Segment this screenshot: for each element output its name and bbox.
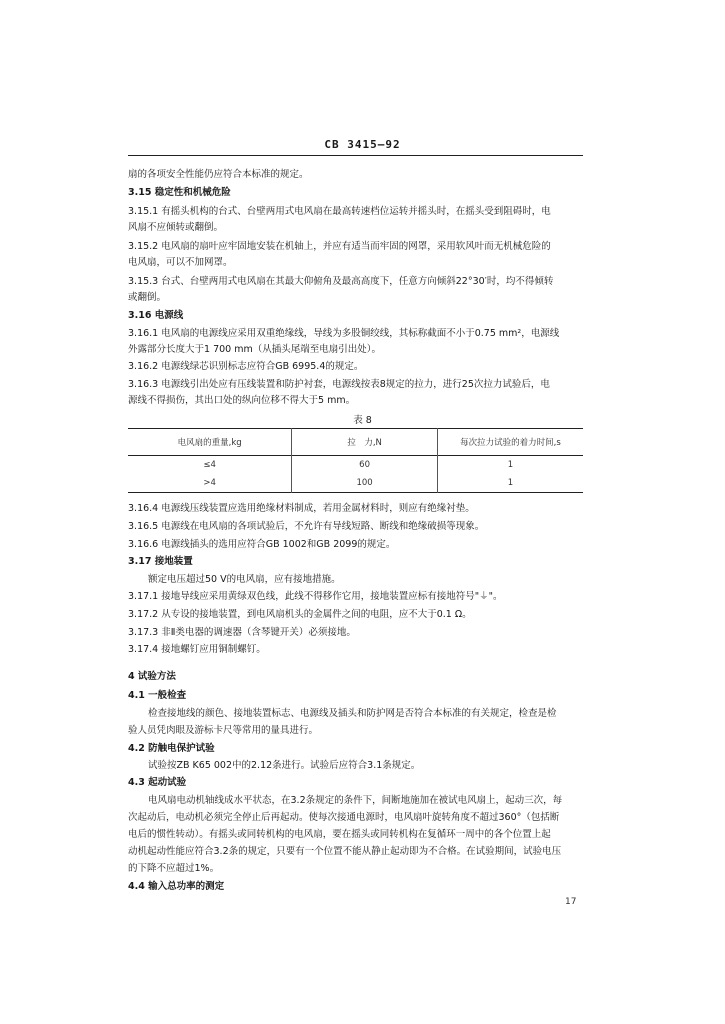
- body-line: 电风扇，可以不加网罩。: [128, 257, 233, 268]
- table-cell: 1: [437, 474, 583, 493]
- table-row: [128, 474, 583, 493]
- table-cell: 100: [292, 474, 438, 493]
- body-line: 风扇不应倾转或翻倒。: [128, 222, 224, 233]
- body-line: 的下降不应超过1%。: [128, 863, 220, 874]
- section-heading-4-2: 4.2 防触电保护试验: [128, 743, 215, 754]
- clause-3-16-3: 3.16.3 电源线引出处应有压线装置和防护衬套，电源线按表8规定的拉力，进行25次拉力试验后，电: [128, 379, 550, 390]
- clause-3-16-4: 3.16.4 电源线压线装置应选用绝缘材料制成，若用金属材料时，则应有绝缘衬垫。: [128, 503, 475, 514]
- clause-3-16-5: 3.16.5 电源线在电风扇的各项试验后，不允许有导线短路、断线和绝缘破损等现象。: [128, 521, 485, 532]
- section-heading-3-17: 3.17 接地装置: [128, 556, 193, 567]
- header-rule: [128, 155, 583, 156]
- clause-3-16-1: 3.16.1 电风扇的电源线应采用双重绝缘线，导线为多股铜绞线，其标称截面不小于0.75 mm²，电源线: [128, 328, 560, 339]
- chapter-heading-4: 4 试验方法: [128, 671, 176, 682]
- body-line: 或翻倒。: [128, 292, 167, 303]
- body-line: 扇的各项安全性能仍应符合本标准的规定。: [128, 169, 309, 180]
- section-heading-4-3: 4.3 起动试验: [128, 777, 187, 788]
- clause-3-16-2: 3.16.2 电源线绿芯识别标志应符合GB 6995.4的规定。: [128, 361, 364, 372]
- table-header-cell: 电风扇的重量,kg: [177, 438, 242, 448]
- table-header-cell: 拉 力,N: [292, 429, 438, 456]
- body-line: 试验按ZB K65 002中的2.12条进行。试验后应符合3.1条规定。: [148, 760, 421, 771]
- body-line: 外露部分长度大于1 700 mm（从插头尾端至电扇引出处）。: [128, 344, 381, 355]
- section-heading-4-1: 4.1 一般检查: [128, 690, 187, 701]
- clause-3-17-3: 3.17.3 非Ⅱ类电器的调速器（含琴键开关）必须接地。: [128, 627, 356, 638]
- body-line: 验人员凭肉眼及游标卡尺等常用的量具进行。: [128, 725, 319, 736]
- table-cell: ≤4: [203, 460, 216, 470]
- section-heading-3-16: 3.16 电源线: [128, 310, 184, 321]
- table-cell: 1: [437, 456, 583, 475]
- clause-3-15-1: 3.15.1 有摇头机构的台式、台壁两用式电风扇在最高转速档位运转并摇头时，在摇头受到阻碍时，电: [128, 206, 551, 217]
- body-line: 电风扇电动机轴线成水平状态，在3.2条规定的条件下，间断地施加在被试电风扇上，起动三次，每: [148, 795, 563, 806]
- clause-3-15-3: 3.15.3 台式、台壁两用式电风扇在其最大仰俯角及最高高度下，任意方向倾斜22°30′时，均不得倾转: [128, 276, 554, 287]
- body-line: 源线不得损伤，其出口处的纵向位移不得大于5 mm。: [128, 395, 356, 406]
- table-cell: >4: [203, 478, 216, 488]
- clause-3-17-1: 3.17.1 接地导线应采用黄绿双色线，此线不得移作它用，接地装置应标有接地符号"⏚"。: [128, 591, 503, 602]
- section-heading-4-4: 4.4 输入总功率的测定: [128, 881, 225, 892]
- table-header-cell: 每次拉力试验的着力时间,s: [437, 429, 583, 456]
- body-line: 电后的惯性转动）。有摇头或同转机构的电风扇，要在摇头或同转机构在复循环一周中的各个位置上起: [128, 829, 551, 840]
- table-8: [128, 428, 583, 493]
- table-8-caption: 表 8: [353, 415, 372, 426]
- table-row: [128, 456, 583, 475]
- clause-3-15-2: 3.15.2 电风扇的扇叶应牢固地安装在机轴上，并应有适当而牢固的网罩，采用软风叶而无机械危险的: [128, 241, 551, 252]
- table-cell: 60: [292, 456, 438, 475]
- body-line: 检查接地线的颜色、接地装置标志、电源线及插头和防护网是否符合本标准的有关规定，检查是检: [148, 708, 557, 719]
- clause-3-16-6: 3.16.6 电源线插头的选用应符合GB 1002和GB 2099的规定。: [128, 539, 396, 550]
- standard-number-header: CB 3415—92: [324, 138, 401, 151]
- body-line: 次起动后，电动机必须完全停止后再起动。使每次接通电源时，电风扇叶旋转角度不超过360°（包括断: [128, 812, 560, 823]
- section-heading-3-15: 3.15 稳定性和机械危险: [128, 187, 231, 198]
- clause-3-17-4: 3.17.4 接地螺钉应用铜制螺钉。: [128, 644, 266, 655]
- page-number: 17: [565, 897, 577, 907]
- body-line: 动机起动性能应符合3.2条的规定，只要有一个位置不能从静止起动即为不合格。在试验期间，试验电压: [128, 846, 562, 857]
- clause-3-17-2: 3.17.2 从专设的接地装置，到电风扇机头的金属件之间的电阻，应不大于0.1 Ω。: [128, 609, 472, 620]
- body-line: 额定电压超过50 V的电风扇，应有接地措施。: [148, 574, 341, 585]
